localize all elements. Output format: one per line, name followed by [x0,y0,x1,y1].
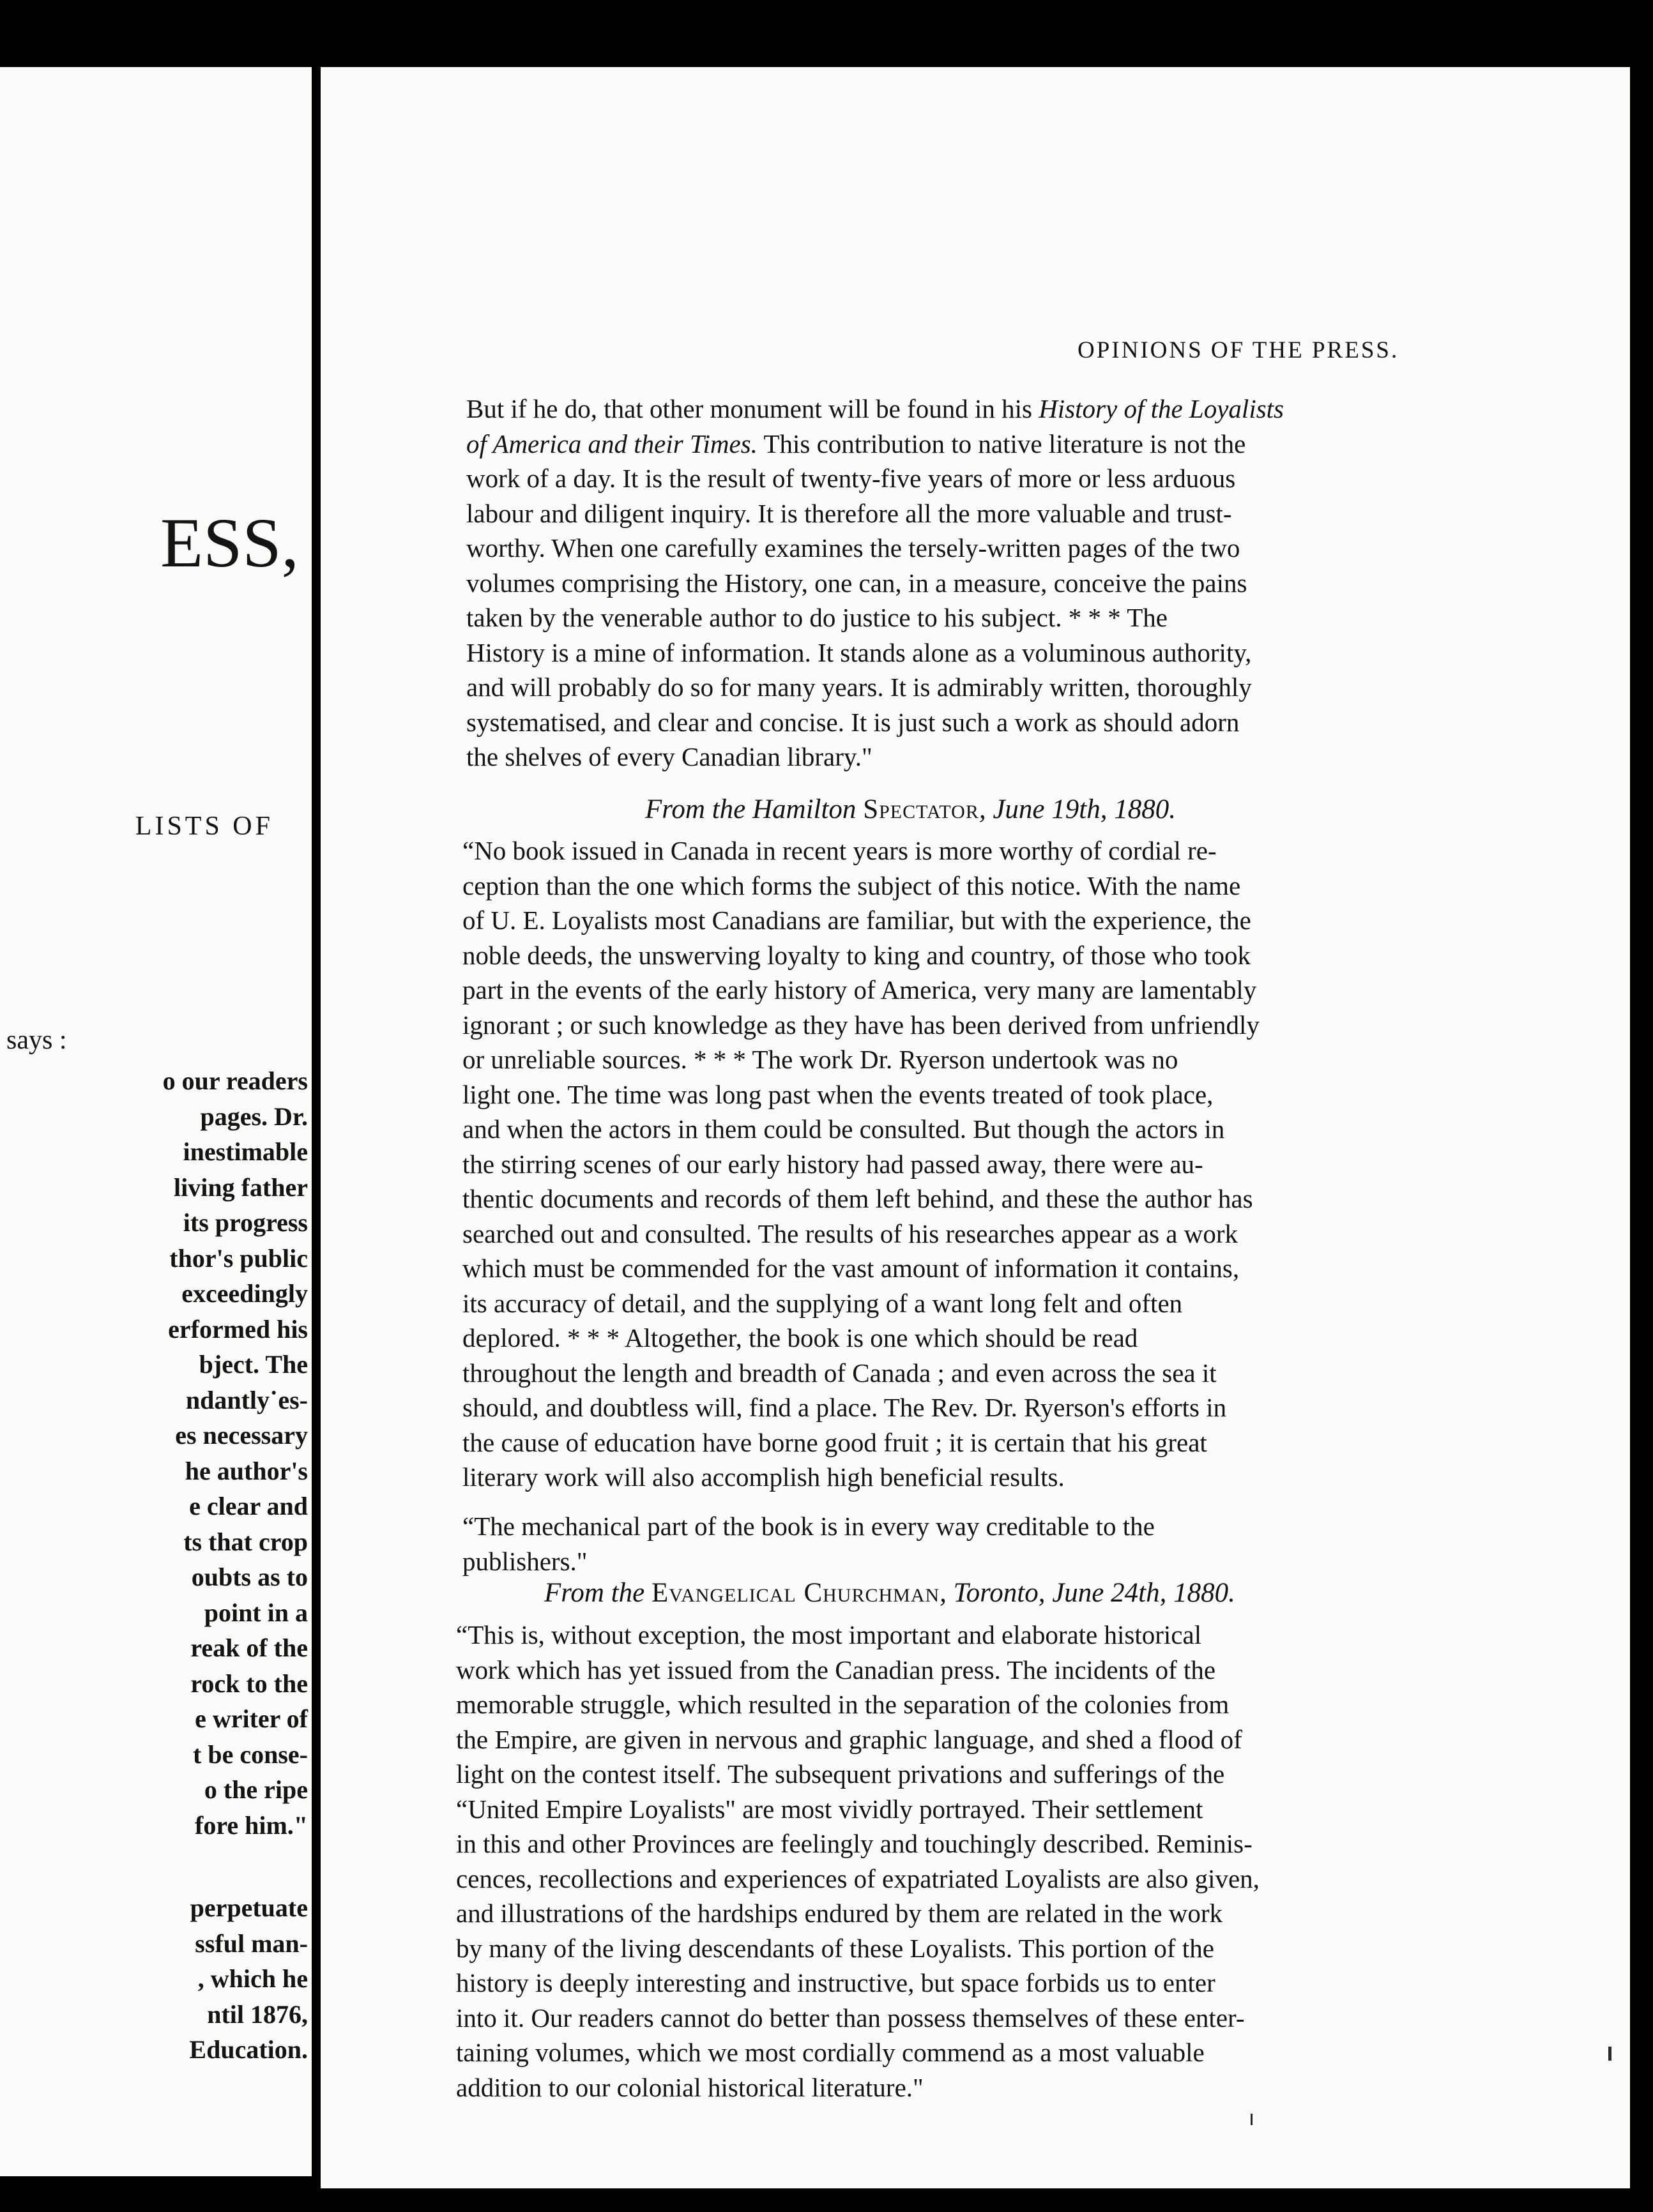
text-line: history is deeply interesting and instructive, but space forbids us to enter [456,1968,1215,1997]
text-line: cences, recollections and experiences of expatriated Loyalists are also given, [456,1863,1260,1893]
text-line-fragment: , which he [197,1964,308,1993]
text-line: taken by the venerable author to do justice to his subject. * * * The [466,603,1168,632]
right-page [321,67,1630,2188]
text-line: throughout the length and breadth of Canada ; and even across the sea it [462,1358,1217,1388]
text-line: deplored. * * * Altogether, the book is one which should be read [462,1323,1138,1352]
text-line-fragment: ts that crop [183,1527,308,1556]
text-line: “United Empire Loyalists" are most vividly portrayed. Their settlement [456,1794,1203,1824]
text-line-fragment: living father [174,1172,308,1202]
review-paragraph-spectator-tail [462,1509,1653,1579]
text-line: which must be commended for the vast amount of information it contains, [462,1254,1240,1283]
left-page-subheading: LISTS OF [135,812,273,841]
text-line-fragment: fore him." [195,1810,308,1840]
source-citation-spectator [645,794,1176,825]
text-line: work which has yet issued from the Canadian press. The incidents of the [456,1655,1216,1685]
text-line-fragment: t be conse- [193,1739,308,1769]
text-line-fragment: perpetuate [190,1893,308,1922]
source-prefix: From the [544,1578,645,1608]
text-line-fragment: erformed his [168,1314,308,1344]
text-line-fragment: oubts as to [191,1563,308,1591]
text-line: part in the events of the early history of America, very many are lamentably [462,975,1257,1004]
page-title: OPINIONS OF THE PRESS. [1078,337,1399,363]
scan-speck [1608,2047,1611,2061]
text-line: literary work will also accomplish high beneficial results. [462,1462,1065,1492]
text-line: of America and their Times. This contribution to native literature is not the [466,428,1246,458]
text-line-fragment: ssful man- [195,1928,308,1958]
text-line: and will probably do so for many years. It is admirably written, thoroughly [466,672,1252,702]
text-line: and when the actors in them could be consulted. But though the actors in [462,1114,1225,1144]
text-line: searched out and consulted. The results of his researches appear as a work [462,1218,1238,1248]
text-line: work of a day. It is the result of twenty-five years of more or less arduous [466,464,1236,493]
text-line: the cause of education have borne good fruit ; it is certain that his great [462,1427,1207,1457]
text-line: “The mechanical part of the book is in every way creditable to the [462,1511,1155,1541]
text-line-fragment: thor's public [169,1243,308,1273]
text-line: the shelves of every Canadian library." [466,742,872,771]
left-page-content [0,67,312,2176]
left-page [0,67,312,2176]
text-line-fragment: o the ripe [204,1775,308,1804]
text-line: addition to our colonial historical literature." [456,2072,924,2102]
text-line: labour and diligent inquiry. It is therefore all the more valuable and trust- [466,498,1232,528]
text-line: systematised, and clear and concise. It is just such a work as should adorn [466,707,1240,737]
text-line: worthy. When one carefully examines the tersely-written pages of the two [466,533,1240,563]
text-line-fragment: point in a [204,1598,308,1627]
text-line: “This is, without exception, the most important and elaborate historical [456,1620,1202,1649]
text-line-fragment: o our readers [162,1066,308,1095]
review-paragraph-churchman [456,1617,1653,2105]
text-line: ception than the one which forms the subject of this notice. With the name [462,870,1241,900]
text-line: thentic documents and records of them left behind, and these the author has [462,1184,1253,1213]
text-line: into it. Our readers cannot do better than possess themselves of these enter- [456,2003,1245,2033]
text-line-fragment: e writer of [195,1704,308,1733]
text-line: volumes comprising the History, one can, in a measure, conceive the pains [466,568,1247,598]
text-line-fragment: e clear and [189,1492,308,1520]
text-line-fragment: its progress [183,1208,308,1237]
text-line: ignorant ; or such knowledge as they have has been derived from unfriendly [462,1010,1260,1040]
text-line: by many of the living descendants of these Loyalists. This portion of the [456,1933,1214,1963]
left-page-bottom-text [189,1890,308,2068]
text-line: publishers." [462,1546,588,1576]
text-line: and illustrations of the hardships endured by them are related in the work [456,1898,1223,1928]
text-line-fragment: pages. Dr. [200,1102,308,1131]
text-line-fragment: es necessary [175,1421,308,1450]
text-line-fragment: exceedingly [181,1279,308,1308]
text-line: the Empire, are given in nervous and graphic language, and shed a flood of [456,1724,1242,1754]
text-line: “No book issued in Canada in recent years is more worthy of cordial re- [462,836,1217,865]
text-line: But if he do, that other monument will be found in his History of the Loyalists [466,394,1284,423]
text-line-fragment: he author's [185,1456,308,1485]
left-page-heading: ESS, [160,504,299,582]
text-line: its accuracy of detail, and the supplying of a want long felt and often [462,1288,1183,1318]
text-line-fragment: ndantly˙es- [185,1385,308,1414]
text-line: memorable struggle, which resulted in the separation of the colonies from [456,1690,1230,1719]
scan-speck [1251,2114,1253,2125]
text-line-fragment: ntil 1876, [207,1999,308,2029]
left-page-intro: says : [6,1026,67,1055]
text-line: light on the contest itself. The subsequent privations and sufferings of the [456,1759,1225,1789]
text-line: in this and other Provinces are feelingly and touchingly described. Reminis- [456,1829,1253,1858]
text-line: taining volumes, which we most cordially commend as a most valuable [456,2038,1205,2067]
continuation-paragraph [466,391,1653,775]
publication-name: Spectator [863,794,979,824]
text-line-fragment: bject. The [199,1350,308,1379]
publication-name: Evangelical Churchman [651,1578,940,1608]
text-line-fragment: Education. [189,2035,308,2064]
text-line: or unreliable sources. * * * The work Dr. Ryerson undertook was no [462,1045,1178,1074]
text-line: light one. The time was long past when the events treated of took place, [462,1079,1214,1109]
text-line: noble deeds, the unswerving loyalty to king and country, of those who took [462,940,1251,970]
text-line: of U. E. Loyalists most Canadians are familiar, but with the experience, the [462,905,1251,935]
text-line: History is a mine of information. It stands alone as a voluminous authority, [466,637,1252,667]
text-line-fragment: inestimable [183,1137,308,1166]
text-line: should, and doubtless will, find a place. The Rev. Dr. Ryerson's efforts in [462,1393,1227,1422]
source-date: , Toronto, June 24th, 1880. [940,1578,1235,1608]
source-citation-churchman [544,1577,1235,1609]
review-paragraph-spectator [462,833,1653,1495]
text-line-fragment: reak of the [190,1633,308,1662]
left-page-quote [163,1063,308,1843]
text-line: the stirring scenes of our early history had passed away, there were au- [462,1149,1203,1179]
source-date: , June 19th, 1880. [979,794,1176,824]
source-prefix: From the Hamilton [645,794,857,824]
text-line-fragment: rock to the [190,1669,308,1698]
